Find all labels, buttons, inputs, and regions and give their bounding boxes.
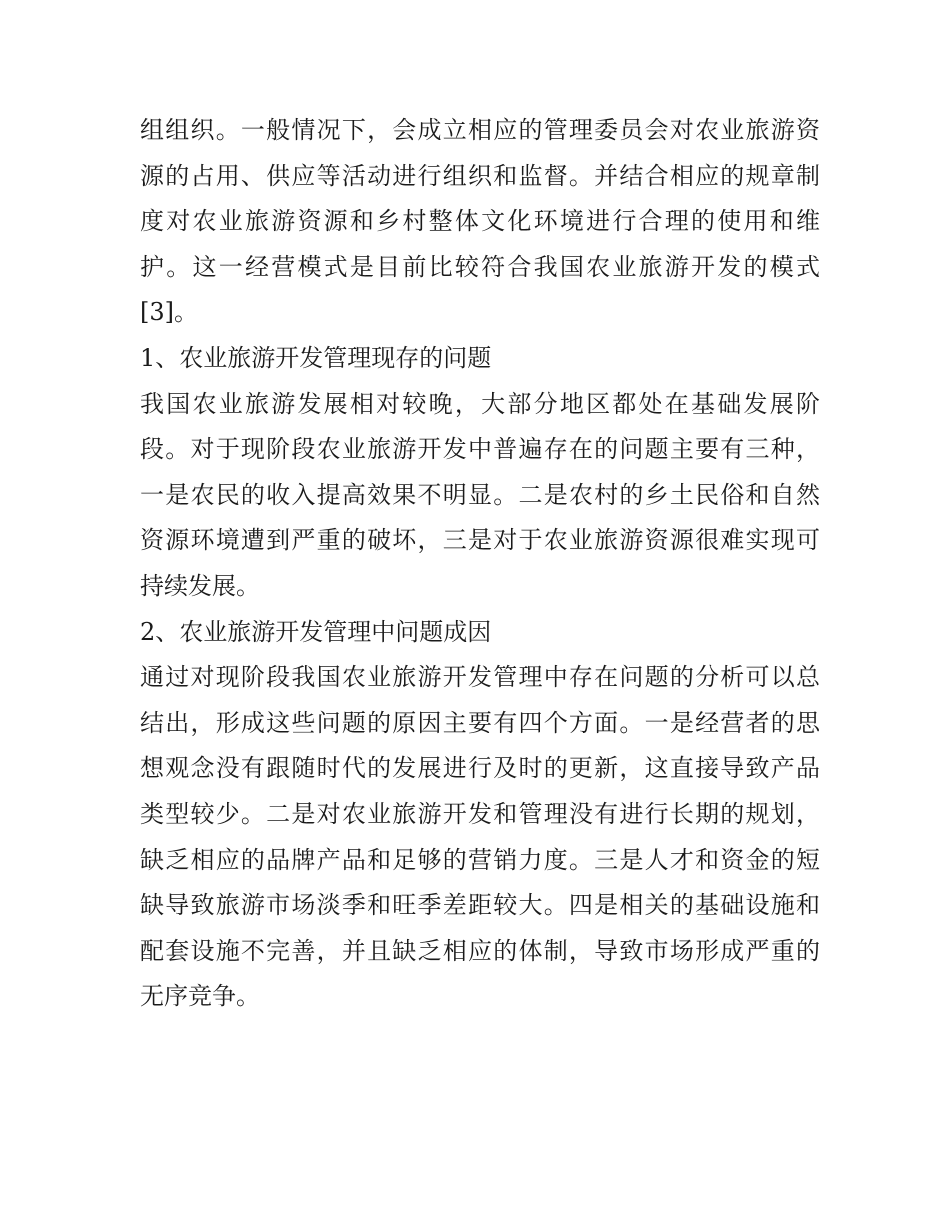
text-line: 度对农业旅游资源和乡村整体文化环境进行合理的使用和维 <box>140 207 820 236</box>
text-line: 无序竞争。 <box>140 982 260 1011</box>
text-line: 段。对于现阶段农业旅游开发中普遍存在的问题主要有三种， <box>140 435 820 464</box>
text-line: [3]。 <box>140 298 198 327</box>
text-line: 缺导致旅游市场淡季和旺季差距较大。四是相关的基础设施和 <box>140 891 820 920</box>
text-line: 持续发展。 <box>140 571 260 600</box>
text-line: 资源环境遭到严重的破坏，三是对于农业旅游资源很难实现可 <box>140 526 820 555</box>
text-line: 我国农业旅游发展相对较晚，大部分地区都处在基础发展阶 <box>140 389 820 418</box>
section-heading-1: 1、农业旅游开发管理现存的问题 <box>140 343 492 372</box>
text-line: 结出，形成这些问题的原因主要有四个方面。一是经营者的思 <box>140 708 820 737</box>
text-line: 通过对现阶段我国农业旅游开发管理中存在问题的分析可以总 <box>140 663 820 692</box>
text-line: 一是农民的收入提高效果不明显。二是农村的乡土民俗和自然 <box>140 480 820 509</box>
document-body <box>140 108 820 1020</box>
text-line: 组组织。一般情况下，会成立相应的管理委员会对农业旅游资 <box>140 116 820 144</box>
text-line: 护。这一经营模式是目前比较符合我国农业旅游开发的模式 <box>140 252 820 281</box>
section-heading-2: 2、农业旅游开发管理中问题成因 <box>140 617 492 646</box>
text-line: 配套设施不完善，并且缺乏相应的体制，导致市场形成严重的 <box>140 936 820 965</box>
text-line: 源的占用、供应等活动进行组织和监督。并结合相应的规章制 <box>140 161 820 190</box>
text-line: 类型较少。二是对农业旅游开发和管理没有进行长期的规划， <box>140 799 820 828</box>
text-line: 缺乏相应的品牌产品和足够的营销力度。三是人才和资金的短 <box>140 845 820 874</box>
text-line: 想观念没有跟随时代的发展进行及时的更新，这直接导致产品 <box>140 754 820 783</box>
